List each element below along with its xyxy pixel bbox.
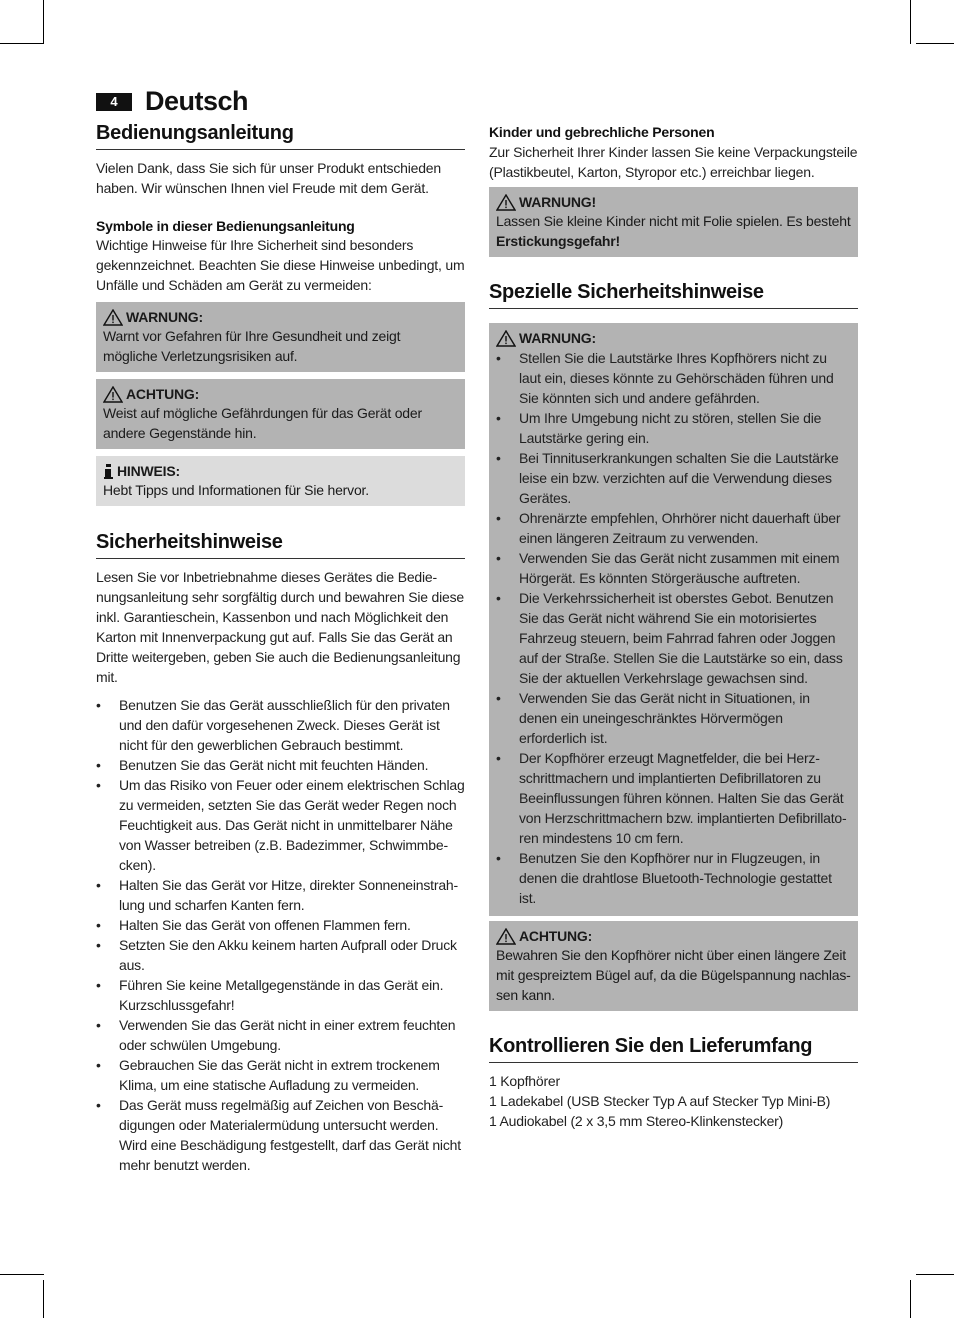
list-item: • Verwenden Sie das Gerät nicht in einer extrem feuchten oder schwülen Umgebung. [96, 1015, 465, 1055]
crop-mark [43, 0, 44, 44]
safety-intro-text: Lesen Sie vor Inbetriebnahme dieses Gerätes die Bedienungsanleitung sehr sorgfältig durch und bewahren Sie diese inkl. Garantieschein, Kassenbon und nach Möglichkeit den Karton mit Innenverpackung gut auf. Falls Sie das Gerät an Dritte weitergeben, geben Sie auch die Bedienungsanleitung mit. [96, 569, 465, 685]
hint-label: HINWEIS: [117, 463, 180, 479]
list-item: • Ohrenärzte empfehlen, Ohrhörer nicht dauerhaft über einen längeren Zeitraum zu verwenden. [496, 508, 851, 548]
list-item: • Benutzen Sie das Gerät ausschließlich für den privaten und den dafür vorgesehenen Zweck. Dieses Gerät ist nicht für den gewerblichen Gebrauch bestimmt. [96, 695, 465, 755]
children-warning-title [496, 193, 851, 211]
special-list [496, 348, 851, 908]
warning-label: WARNUNG: [126, 309, 203, 325]
section-heading-lieferumfang: Kontrollieren Sie den Lieferumfang [489, 1035, 858, 1063]
list-item: • Benutzen Sie das Gerät nicht mit feuchten Händen. [96, 755, 465, 775]
list-item: • Verwenden Sie das Gerät nicht in Situationen, in denen ein uneingeschränktes Hörvermögen erforderlich ist. [496, 688, 851, 748]
caution-title [103, 385, 458, 403]
crop-mark [916, 1274, 954, 1275]
hint-text: Hebt Tipps und Informationen für Sie hervor. [103, 482, 369, 498]
children-warning-box [489, 187, 858, 257]
page-number: 4 [96, 93, 132, 111]
scope-list [489, 1071, 858, 1131]
list-item: • Stellen Sie die Lautstärke Ihres Kopfhörers nicht zu laut ein, dieses könnte zu Gehörschäden führen und Sie könnten sich und andere gefährden. [496, 348, 851, 408]
list-item: • Halten Sie das Gerät vor Hitze, direkter Sonneneinstrahlung und scharfen Kanten fern. [96, 875, 465, 915]
list-item: • Setzten Sie den Akku keinem harten Aufprall oder Druck aus. [96, 935, 465, 975]
symbols-heading: Symbole in dieser Bedienungsanleitung [96, 218, 355, 234]
right-column [489, 124, 858, 1131]
crop-mark [0, 43, 44, 44]
scope-item: 1 Ladekabel (USB Stecker Typ A auf Stecker Typ Mini-B) [489, 1093, 831, 1109]
language-title: Deutsch [145, 86, 249, 116]
special-caution-box [489, 921, 858, 1011]
hint-title [103, 462, 458, 480]
scope-item: 1 Audiokabel (2 x 3,5 mm Stereo-Klinkenstecker) [489, 1113, 784, 1129]
warning-triangle-icon [496, 330, 516, 347]
list-item: • Bei Tinnituserkrankungen schalten Sie die Lautstärke leise ein bzw. verzichten auf die Verwendung dieses Gerätes. [496, 448, 851, 508]
list-item: • Führen Sie keine Metallgegenstände in das Gerät ein. Kurzschlussgefahr! [96, 975, 465, 1015]
crop-mark [0, 1274, 44, 1275]
list-item: • Die Verkehrssicherheit ist oberstes Gebot. Benutzen Sie das Gerät nicht während Sie ein motorisiertes Fahrzeug steuern, beim Fahrrad fahren oder Joggen auf der Straße. Stellen Sie die Lautstärke so ein, dass Sie der aktuellen Verkehrslage gewachsen sind. [496, 588, 851, 688]
warning-text: Warnt vor Gefahren für Ihre Gesundheit und zeigt mögliche Verletzungsrisiken auf. [103, 328, 401, 364]
list-item: • Um Ihre Umgebung nicht zu stören, stellen Sie die Lautstärke gering ein. [496, 408, 851, 448]
list-item: • Halten Sie das Gerät von offenen Flammen fern. [96, 915, 465, 935]
list-item: • Benutzen Sie den Kopfhörer nur in Flugzeugen, in denen die drahtlose Bluetooth-Technologie gestattet ist. [496, 848, 851, 908]
special-caution-label: ACHTUNG: [519, 928, 593, 944]
children-warning-text [496, 211, 851, 251]
scope-item: 1 Kopfhörer [489, 1073, 560, 1089]
list-item: • Der Kopfhörer erzeugt Magnetfelder, die bei Herzschrittmachern und implantierten Defibrillatoren zu Beeinflussungen führen können. Halten Sie das Gerät von Herzschrittmachern bzw. implantierten Defibrillatoren mindestens 10 cm fern. [496, 748, 851, 848]
crop-mark [910, 1280, 911, 1318]
left-column [96, 122, 465, 1175]
warning-triangle-icon [103, 386, 123, 403]
crop-mark [916, 43, 954, 44]
caution-label: ACHTUNG: [126, 386, 200, 402]
list-item: • Um das Risiko von Feuer oder einem elektrischen Schlag zu vermeiden, setzten Sie das Gerät weder Regen noch Feuchtigkeit aus. Das Gerät nicht in unmittelbarer Nähe von Wasser betreiben (z.B. Badezimmer, Schwimmbecken). [96, 775, 465, 875]
info-icon [103, 463, 114, 480]
crop-mark [43, 1280, 44, 1318]
special-warning-box [489, 323, 858, 916]
warning-triangle-icon [496, 194, 516, 211]
section-heading-bedienungsanleitung: Bedienungsanleitung [96, 122, 465, 150]
children-text: Zur Sicherheit Ihrer Kinder lassen Sie keine Verpackungsteile (Plastikbeutel, Karton, Styropor etc.) erreichbar liegen. [489, 144, 858, 180]
special-warning-label: WARNUNG: [519, 330, 596, 346]
list-item: • Verwenden Sie das Gerät nicht zusammen mit einem Hörgerät. Es könnten Störgeräusche auftreten. [496, 548, 851, 588]
children-warning-body: Lassen Sie kleine Kinder nicht mit Folie spielen. Es besteht [496, 213, 851, 229]
list-item: • Gebrauchen Sie das Gerät nicht in extrem trockenem Klima, um eine statische Aufladung zu vermeiden. [96, 1055, 465, 1095]
section-heading-spezielle: Spezielle Sicherheitshinweise [489, 281, 858, 309]
warning-triangle-icon [103, 309, 123, 326]
children-warning-emphasis: Erstickungsgefahr! [496, 233, 620, 249]
special-caution-text: Bewahren Sie den Kopfhörer nicht über einen längere Zeit mit gespreiztem Bügel auf, da die Bügelspannung nachlassen kann. [496, 947, 851, 1003]
children-warning-label: WARNUNG! [519, 194, 596, 210]
warning-triangle-icon [496, 928, 516, 945]
warning-box [96, 302, 465, 372]
safety-list [96, 695, 465, 1175]
hint-box [96, 456, 465, 506]
symbols-text: Wichtige Hinweise für Ihre Sicherheit sind besonders gekennzeichnet. Beachten Sie diese Hinweise unbedingt, um Unfälle und Schäden am Gerät zu vermeiden: [96, 237, 465, 293]
caution-text: Weist auf mögliche Gefährdungen für das Gerät oder andere Gegenstände hin. [103, 405, 422, 441]
section-heading-sicherheitshinweise: Sicherheitshinweise [96, 531, 465, 559]
caution-box [96, 379, 465, 449]
page-header [96, 86, 248, 117]
list-item: • Das Gerät muss regelmäßig auf Zeichen von Beschädigungen oder Materialermüdung untersucht werden. Wird eine Beschädigung festgestellt, darf das Gerät nicht mehr benutzt werden. [96, 1095, 465, 1175]
warning-title [103, 308, 458, 326]
children-heading: Kinder und gebrechliche Personen [489, 124, 715, 140]
special-caution-title [496, 927, 851, 945]
crop-mark [910, 0, 911, 44]
intro-text: Vielen Dank, dass Sie sich für unser Produkt entschieden haben. Wir wünschen Ihnen viel Freude mit dem Gerät. [96, 160, 441, 196]
special-warning-title [496, 329, 851, 347]
